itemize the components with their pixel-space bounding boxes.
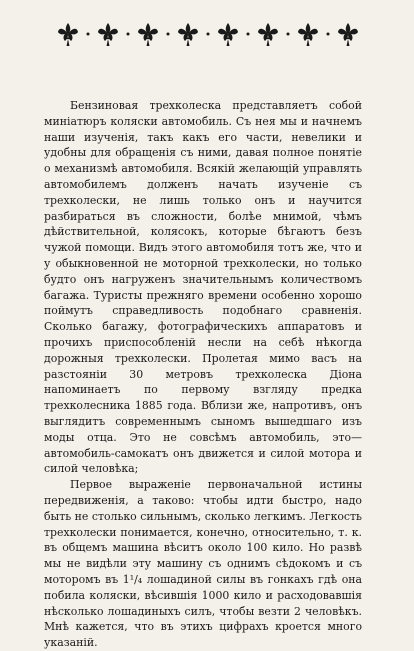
article-body (44, 98, 362, 651)
decorative-header-ornament (56, 22, 360, 48)
paragraph-1: Бензиновая трехколеска представляетъ собой миніатюръ коляски автомобиль. Съ нея мы и начнемъ наши изученія, такъ какъ его части, невелики и удобны для обращенія съ ними, давая полное понятіе о механизмѣ автомобиля. Всякій желающій управлять автомобилемъ долженъ начать изученіе съ трехколески, не лишь только онъ и научится разбираться въ сложности, болѣе мнимой, чѣмъ дѣйствительной, колясокъ, которые бѣгаютъ безъ чужой помощи. Видъ этого автомобиля тотъ же, что и у обыкновенной не моторной трехколески, но только будто онъ нагруженъ значительнымъ количествомъ багажа. Туристы прежняго времени особенно хорошо поймутъ справедливость подобнаго сравненія. Сколько багажу, фотографическихъ аппаратовъ и прочихъ приспособленій несли на себѣ нѣкогда дорожныя трехколески. Пролетая мимо васъ на разстояніи 30 метровъ трехколеска Діона напоминаетъ по первому взгляду предка трехколесника 1885 года. Вблизи же, напротивъ, онъ выглядитъ современнымъ сыномъ вышедшаго изъ моды отца. Это не совсѣмъ автомобиль, это—автомобиль-самокатъ онъ движется и силой мотора и силой человѣка; (44, 99, 362, 476)
paragraph-2: Первое выраженіе первоначальной истины передвиженія, а таково: чтобы идти быстро, надо быть не столько сильнымъ, сколько легкимъ. Легкость трехколески понимается, конечно, относительно, т. к. въ общемъ машина вѣситъ около 100 кило. Но развѣ мы не видѣли эту машину съ однимъ сѣдокомъ и съ моторомъ въ 1¹/₄ лошадиной силы въ гонкахъ гдѣ она побила коляски, вѣсившія 1000 кило и расходовавшія нѣсколько лошадиныхъ силъ, чтобы везти 2 человѣкъ. Мнѣ кажется, что въ этихъ цифрахъ кроется много указаній. (44, 478, 362, 650)
